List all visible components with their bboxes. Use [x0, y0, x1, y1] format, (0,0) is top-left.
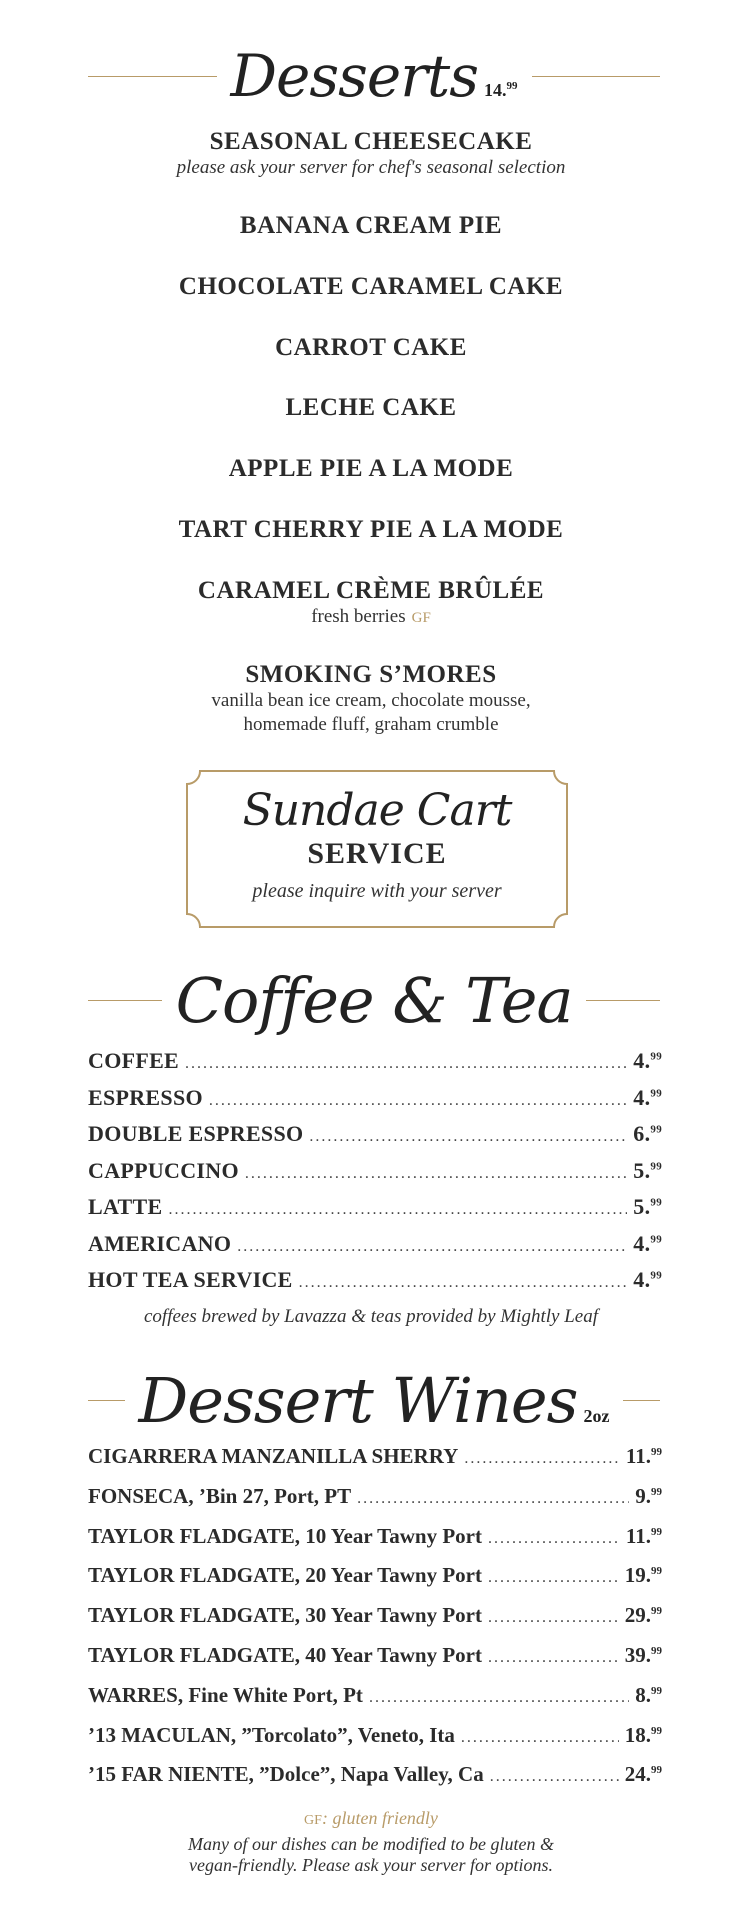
- wine-row: [88, 1563, 662, 1603]
- price-sup: 99: [651, 1525, 662, 1538]
- dot-leader: [237, 1238, 627, 1256]
- price-sup: 99: [651, 1565, 662, 1578]
- item-price: [633, 1267, 662, 1293]
- coffee-note: coffees brewed by Lavazza & teas provided by Mightly Leaf: [144, 1306, 598, 1327]
- price-sup: 99: [651, 1446, 662, 1458]
- dessert-item: [0, 577, 742, 630]
- item-name: TAYLOR FLADGATE, 20 Year Tawny Port: [88, 1563, 482, 1588]
- price-sup: 99: [650, 1050, 662, 1063]
- item-price: [633, 1194, 662, 1220]
- header-rule-left: [88, 76, 217, 77]
- dessert-item: [0, 334, 742, 362]
- item-name: CIGARRERA MANZANILLA SHERRY: [88, 1444, 459, 1468]
- item-price: [626, 1444, 662, 1469]
- coffee-row: [88, 1121, 662, 1158]
- item-name: ESPRESSO: [88, 1084, 203, 1110]
- item-name: CAPPUCCINO: [88, 1157, 239, 1183]
- item-price: [633, 1158, 662, 1184]
- item-name: TAYLOR FLADGATE, 10 Year Tawny Port: [88, 1523, 482, 1548]
- price-main: 11.: [625, 1444, 651, 1468]
- wines-title: [125, 1364, 624, 1437]
- wine-row: [88, 1524, 662, 1564]
- dot-leader: [488, 1569, 619, 1587]
- dessert-description-line: vanilla bean ice cream, chocolate mousse,: [211, 690, 531, 711]
- price-main: 11.: [625, 1523, 651, 1548]
- desserts-title-text: Desserts: [230, 42, 478, 110]
- header-rule-left: [88, 1400, 125, 1401]
- header-rule-right: [532, 76, 661, 77]
- item-price: [625, 1723, 662, 1748]
- item-name: TAYLOR FLADGATE, 30 Year Tawny Port: [88, 1603, 482, 1628]
- item-price: [633, 1121, 662, 1147]
- item-price: [633, 1231, 662, 1257]
- dessert-name: CARROT CAKE: [275, 334, 467, 361]
- price-main: 9.: [635, 1483, 651, 1508]
- price-main: 4.: [633, 1048, 651, 1073]
- coffee-list: [88, 1048, 662, 1304]
- desserts-price-main: 14.: [484, 80, 507, 100]
- item-name: LATTE: [88, 1194, 163, 1219]
- item-name: AMERICANO: [88, 1230, 232, 1256]
- item-price: [635, 1484, 662, 1509]
- dessert-item: [0, 394, 742, 422]
- item-price: [625, 1603, 662, 1628]
- sundae-note: please inquire with your server: [252, 880, 502, 902]
- sundae-cart-box: [186, 770, 568, 928]
- desserts-price-sup: 99: [506, 80, 518, 92]
- dot-leader: [299, 1274, 628, 1292]
- dessert-item: [0, 273, 742, 301]
- sundae-content: [186, 770, 568, 903]
- dot-leader: [490, 1768, 619, 1786]
- item-name: TAYLOR FLADGATE, 40 Year Tawny Port: [88, 1642, 482, 1667]
- price-main: 4.: [633, 1267, 651, 1292]
- price-main: 18.: [624, 1722, 651, 1747]
- wines-title-text: Dessert Wines: [138, 1363, 578, 1437]
- dot-leader: [464, 1450, 620, 1468]
- dot-leader: [488, 1530, 620, 1548]
- item-price: [635, 1683, 662, 1708]
- header-rule-left: [88, 1000, 162, 1001]
- dessert-item: [0, 128, 742, 180]
- price-sup: 99: [651, 1485, 662, 1498]
- price-sup: 99: [651, 1644, 662, 1657]
- footer-line: Many of our dishes can be modified to be gluten &: [188, 1834, 554, 1854]
- item-name: FONSECA, ’Bin 27, Port, PT: [88, 1483, 352, 1508]
- dessert-name: SEASONAL CHEESECAKE: [209, 128, 533, 155]
- sundae-title: Sundae Cart: [242, 785, 512, 836]
- item-name: ’15 FAR NIENTE, ”Dolce”, Napa Valley, Ca: [88, 1762, 484, 1787]
- dot-leader: [309, 1128, 627, 1146]
- item-price: [633, 1048, 662, 1074]
- sundae-service: SERVICE: [307, 837, 447, 870]
- wine-row: [88, 1484, 662, 1524]
- wine-row: [88, 1683, 662, 1723]
- dot-leader: [209, 1092, 627, 1110]
- price-main: 29.: [624, 1603, 651, 1628]
- desserts-title: [217, 42, 532, 110]
- dot-leader: [369, 1689, 629, 1707]
- wines-pour-size: 2oz: [583, 1405, 610, 1426]
- desserts-price: [484, 80, 518, 100]
- coffee-row: [88, 1194, 662, 1231]
- item-price: [625, 1643, 662, 1668]
- header-rule-right: [623, 1400, 660, 1401]
- price-main: 19.: [624, 1563, 651, 1588]
- dot-leader: [461, 1729, 619, 1747]
- dot-leader: [488, 1609, 619, 1627]
- item-price: [626, 1524, 662, 1549]
- dessert-name: LECHE CAKE: [285, 394, 457, 421]
- item-name: HOT TEA SERVICE: [88, 1267, 293, 1292]
- wine-row: [88, 1643, 662, 1683]
- dessert-item: [0, 455, 742, 483]
- wine-row: [88, 1723, 662, 1763]
- dessert-name: TART CHERRY PIE A LA MODE: [178, 516, 564, 543]
- price-main: 24.: [624, 1762, 651, 1787]
- item-name: DOUBLE ESPRESSO: [88, 1121, 304, 1146]
- gf-legend: [0, 1808, 742, 1829]
- price-main: 4.: [633, 1230, 651, 1256]
- price-sup: 99: [650, 1123, 662, 1136]
- footer-note: [0, 1834, 742, 1876]
- dessert-name: CARAMEL CRÈME BRÛLÉE: [197, 577, 545, 604]
- price-main: 39.: [624, 1642, 651, 1667]
- dessert-item: [0, 516, 742, 544]
- item-price: [633, 1085, 662, 1111]
- coffee-row: [88, 1267, 662, 1304]
- dot-leader: [245, 1165, 627, 1183]
- wine-row: [88, 1444, 662, 1484]
- price-sup: 99: [650, 1087, 662, 1100]
- wine-row: [88, 1762, 662, 1802]
- coffee-row: [88, 1158, 662, 1195]
- coffee-title: Coffee & Tea: [175, 963, 573, 1037]
- item-name: WARRES, Fine White Port, Pt: [88, 1682, 363, 1707]
- coffee-row: [88, 1048, 662, 1085]
- dot-leader: [168, 1201, 627, 1219]
- price-sup: 99: [651, 1605, 662, 1618]
- dessert-name: SMOKING S’MORES: [245, 661, 497, 688]
- dessert-description-text: fresh berries: [311, 606, 406, 627]
- gf-legend-abbr: GF: [304, 1813, 322, 1828]
- footer-line: vegan-friendly. Please ask your server for options.: [189, 1855, 553, 1875]
- price-main: 8.: [635, 1682, 651, 1707]
- dessert-description: please ask your server for chef's seasonal selection: [176, 157, 566, 178]
- dessert-name: BANANA CREAM PIE: [239, 212, 503, 239]
- item-price: [625, 1563, 662, 1588]
- header-rule-right: [586, 1000, 660, 1001]
- dessert-description: [0, 605, 742, 630]
- price-main: 5.: [633, 1157, 651, 1183]
- price-sup: 99: [651, 1684, 662, 1697]
- coffee-row: [88, 1231, 662, 1268]
- gf-legend-text: : gluten friendly: [321, 1808, 438, 1828]
- price-sup: 99: [650, 1233, 662, 1246]
- gf-badge: GF: [411, 610, 431, 626]
- dot-leader: [357, 1490, 629, 1508]
- price-sup: 99: [650, 1269, 662, 1282]
- coffee-row: [88, 1085, 662, 1122]
- price-main: 6.: [633, 1121, 651, 1146]
- price-sup: 99: [651, 1764, 662, 1777]
- dessert-item: [0, 212, 742, 240]
- wines-header: [88, 1360, 660, 1440]
- item-name: COFFEE: [88, 1048, 180, 1073]
- dessert-description-line: homemade fluff, graham crumble: [243, 714, 499, 735]
- price-main: 4.: [633, 1084, 651, 1110]
- dessert-name: CHOCOLATE CARAMEL CAKE: [178, 273, 564, 300]
- item-price: [625, 1762, 662, 1787]
- dessert-name: APPLE PIE A LA MODE: [228, 455, 514, 482]
- dessert-item: [0, 661, 742, 737]
- coffee-header: [88, 962, 660, 1038]
- price-main: 5.: [633, 1194, 651, 1219]
- item-name: ’13 MACULAN, ”Torcolato”, Veneto, Ita: [88, 1722, 455, 1747]
- dot-leader: [185, 1055, 627, 1073]
- wine-list: [88, 1444, 662, 1802]
- price-sup: 99: [650, 1196, 662, 1209]
- price-sup: 99: [651, 1724, 662, 1737]
- dot-leader: [488, 1649, 619, 1667]
- desserts-header: [88, 40, 660, 112]
- wine-row: [88, 1603, 662, 1643]
- price-sup: 99: [650, 1160, 662, 1173]
